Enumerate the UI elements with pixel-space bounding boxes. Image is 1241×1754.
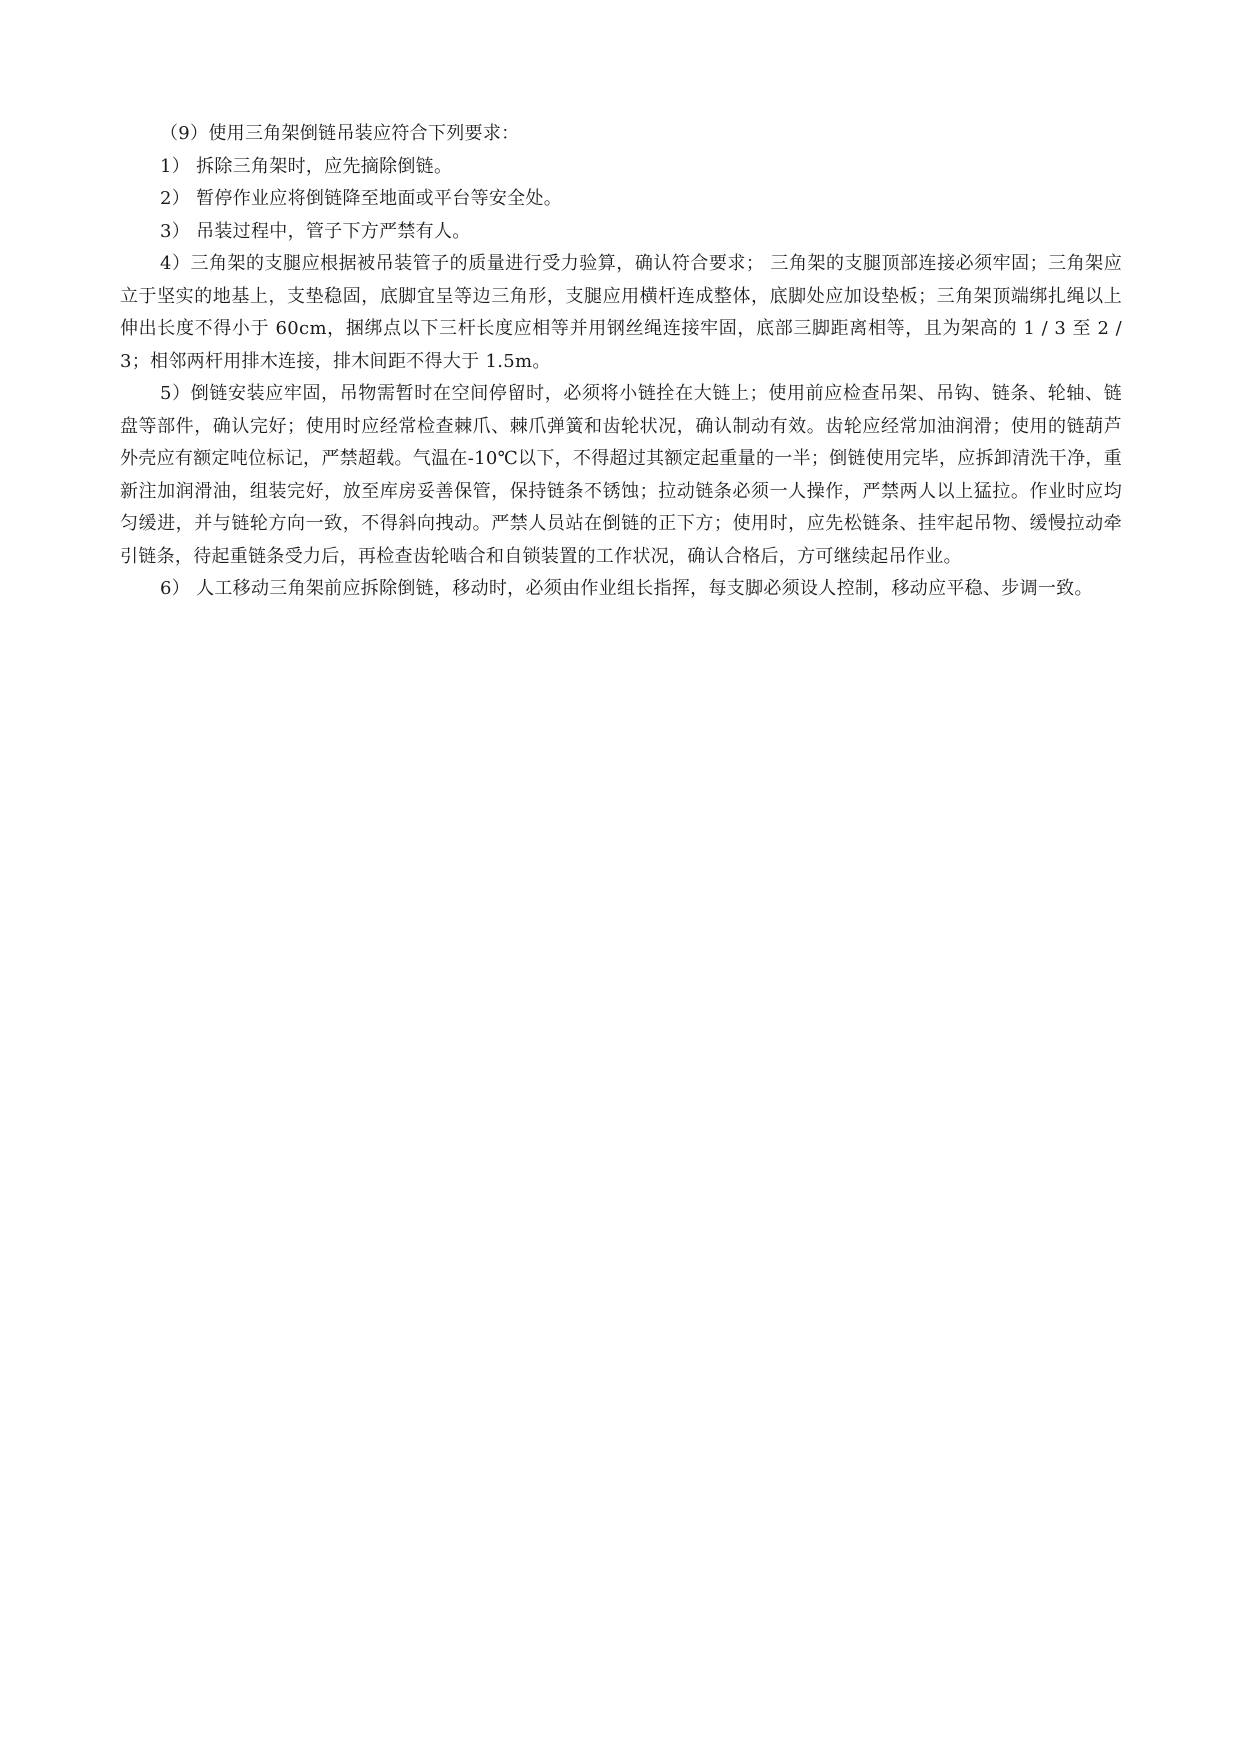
paragraph-heading-9: （9）使用三角架倒链吊装应符合下列要求： <box>160 123 520 144</box>
document-body <box>120 118 1122 606</box>
paragraph-item-3: 3） 吊装过程中，管子下方严禁有人。 <box>160 220 471 242</box>
paragraph-item-4: 4）三角架的支腿应根据被吊装管子的质量进行受力验算，确认符合要求； 三角架的支腿顶部连接必须牢固；三角架应立于坚实的地基上，支垫稳固，底脚宜呈等边三角形，支腿应用横杆连成整体，底脚处应加设垫板；三角架顶端绑扎绳以上伸出长度不得小于 60cm，捆绑点以下三杆长度应相等并用钢丝绳连接牢固，底部三脚距离相等，且为架高的 1 / 3 至 2 / 3；相邻两杆用排木连接，排木间距不得大于 1.5m。 <box>120 253 1122 372</box>
paragraph-item-2: 2） 暂停作业应将倒链降至地面或平台等安全处。 <box>160 188 563 209</box>
paragraph-item-6: 6） 人工移动三角架前应拆除倒链，移动时，必须由作业组长指挥，每支脚必须设人控制，移动应平稳、步调一致。 <box>160 578 1093 599</box>
paragraph-item-5: 5）倒链安装应牢固，吊物需暂时在空间停留时，必须将小链拴在大链上；使用前应检查吊架、吊钩、链条、轮轴、链盘等部件，确认完好；使用时应经常检查棘爪、棘爪弹簧和齿轮状况，确认制动有效。齿轮应经常加油润滑；使用的链葫芦外壳应有额定吨位标记，严禁超载。气温在-10℃以下，不得超过其额定起重量的一半；倒链使用完毕，应拆卸清洗干净，重新注加润滑油，组装完好，放至库房妥善保管，保持链条不锈蚀；拉动链条必须一人操作，严禁两人以上猛拉。作业时应均匀缓进，并与链轮方向一致，不得斜向拽动。严禁人员站在倒链的正下方；使用时，应先松链条、挂牢起吊物、缓慢拉动牵引链条，待起重链条受力后，再检查齿轮啮合和自锁装置的工作状况，确认合格后，方可继续起吊作业。 <box>120 383 1122 567</box>
paragraph-item-1: 1） 拆除三角架时，应先摘除倒链。 <box>160 155 453 177</box>
